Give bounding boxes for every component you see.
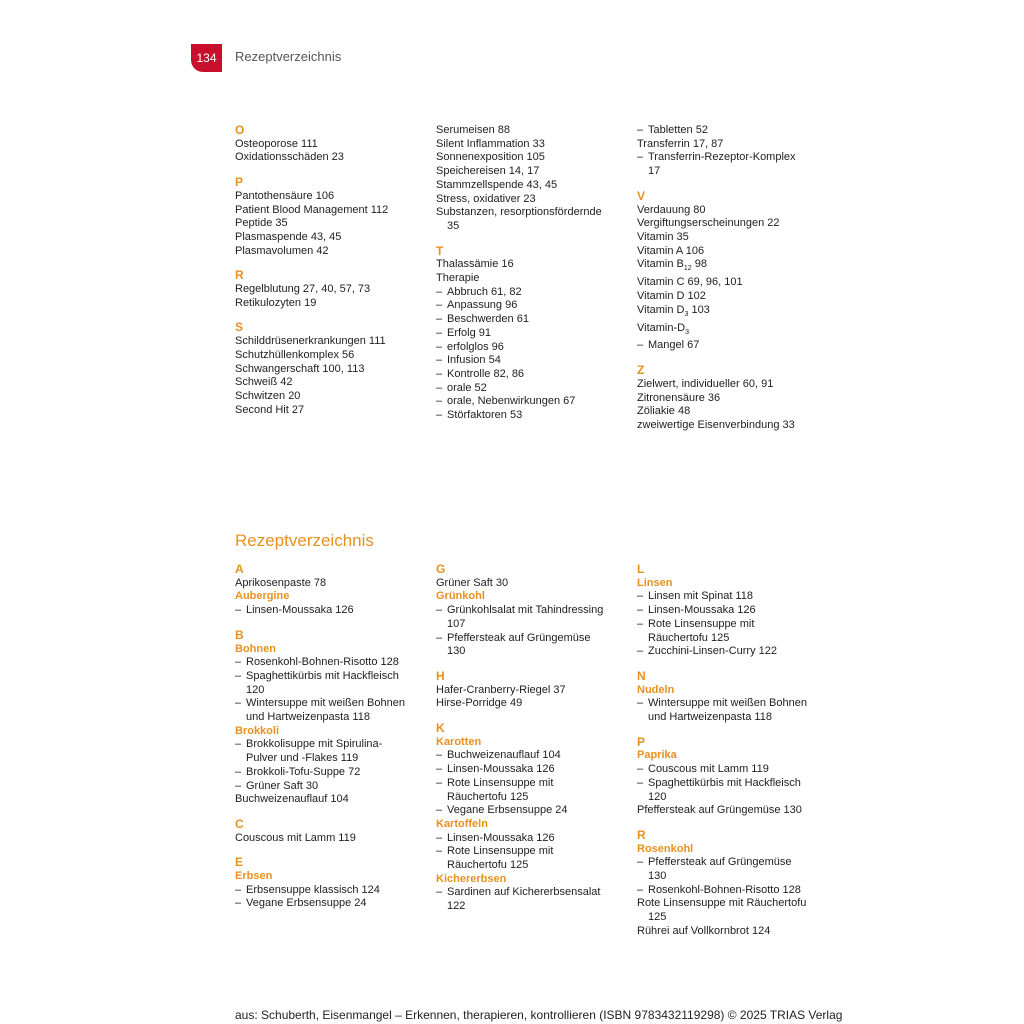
- index-entry: – Erbsensuppe klassisch 124: [235, 884, 436, 898]
- index-letter-group: [637, 670, 838, 725]
- index-entry: Plasmaspende 43, 45: [235, 230, 342, 243]
- index-entry: – Wintersuppe mit weißen Bohnen: [637, 697, 838, 711]
- index-letter-heading: R: [637, 827, 646, 842]
- index-entry: Räuchertofu 125: [447, 790, 529, 803]
- index-letter-heading: S: [235, 320, 244, 335]
- index-entry: 130: [447, 645, 466, 658]
- running-head: Rezeptverzeichnis: [235, 49, 342, 64]
- index-letter-heading: P: [637, 734, 646, 749]
- index-letter-group: [235, 856, 436, 911]
- index-entry: Vitamin D 102: [637, 289, 706, 302]
- index-entry: Zitronensäure 36: [637, 391, 721, 404]
- index-entry: – Transferrin-Rezeptor-Komplex: [637, 151, 838, 165]
- index-entry: – Brokkolisuppe mit Spirulina-: [235, 738, 436, 752]
- recipe-index-col-1: [235, 563, 436, 950]
- index-entry: Schwitzen 20: [235, 389, 301, 402]
- index-entry: Osteoporose 111: [235, 137, 318, 150]
- index-letter-heading: C: [235, 816, 244, 831]
- index-entry: Thalassämie 16: [436, 258, 514, 271]
- subject-index: [235, 124, 838, 444]
- index-letter-group: [235, 321, 436, 417]
- index-entry: – Abbruch 61, 82: [436, 286, 637, 300]
- index-entry: Verdauung 80: [637, 203, 706, 216]
- index-letter-group: [235, 269, 436, 310]
- index-entry: – Rote Linsensuppe mit: [436, 777, 637, 791]
- index-letter-group: [235, 818, 436, 845]
- index-category: Rosenkohl: [637, 842, 694, 855]
- index-entry: – Beschwerden 61: [436, 313, 637, 327]
- index-entry: – Linsen-Moussaka 126: [637, 604, 838, 618]
- index-entry: Räuchertofu 125: [648, 631, 730, 644]
- subject-index-col-2: [436, 124, 637, 444]
- index-entry: 35: [447, 219, 460, 232]
- recipe-index-col-3: [637, 563, 838, 950]
- index-entry: zweiwertige Eisenverbindung 33: [637, 418, 795, 431]
- index-entry: – Spaghettikürbis mit Hackfleisch: [235, 670, 436, 684]
- index-entry: Hafer-Cranberry-Riegel 37: [436, 683, 566, 696]
- index-entry: Vitamin C 69, 96, 101: [637, 276, 743, 289]
- recipe-index: [235, 563, 838, 950]
- index-entry: – Tabletten 52: [637, 124, 838, 138]
- index-entry: Patient Blood Management 112: [235, 203, 389, 216]
- index-entry: 120: [648, 790, 667, 803]
- index-entry: – Rosenkohl-Bohnen-Risotto 128: [235, 656, 436, 670]
- index-letter-group: [637, 736, 838, 818]
- index-entry: – orale, Nebenwirkungen 67: [436, 395, 637, 409]
- index-entry: Sonnenexposition 105: [436, 151, 545, 164]
- index-letter-group: [637, 124, 838, 179]
- index-entry: – Grünkohlsalat mit Tahindressing: [436, 604, 637, 618]
- index-entry: – orale 52: [436, 382, 637, 396]
- index-category: Bohnen: [235, 642, 276, 655]
- index-letter-group: [637, 190, 838, 353]
- index-letter-group: [235, 176, 436, 258]
- index-entry: 120: [246, 683, 265, 696]
- index-category: Linsen: [637, 576, 673, 589]
- index-entry: Schutzhüllenkomplex 56: [235, 348, 355, 361]
- index-entry: – Rote Linsensuppe mit: [637, 618, 838, 632]
- index-entry: Oxidationsschäden 23: [235, 151, 344, 164]
- index-entry: Second Hit 27: [235, 403, 305, 416]
- index-entry: Pantothensäure 106: [235, 189, 335, 202]
- index-letter-heading: Z: [637, 363, 645, 378]
- index-letter-group: [436, 722, 637, 914]
- index-entry: – Brokkoli-Tofu-Suppe 72: [235, 766, 436, 780]
- index-letter-group: [637, 563, 838, 659]
- index-category: Grünkohl: [436, 590, 485, 603]
- index-entry: – Linsen mit Spinat 118: [637, 590, 838, 604]
- index-entry: – Spaghettikürbis mit Hackfleisch: [637, 777, 838, 791]
- index-entry: – Vegane Erbsensuppe 24: [436, 804, 637, 818]
- index-entry: – Wintersuppe mit weißen Bohnen: [235, 697, 436, 711]
- index-letter-group: [436, 670, 637, 711]
- index-entry: Hirse-Porridge 49: [436, 697, 523, 710]
- index-entry: 122: [447, 900, 466, 913]
- index-entry: – Rosenkohl-Bohnen-Risotto 128: [637, 884, 838, 898]
- index-entry: – Anpassung 96: [436, 299, 637, 313]
- index-entry: Vitamin 35: [637, 230, 689, 243]
- subject-index-col-3: [637, 124, 838, 444]
- index-entry: Zöliakie 48: [637, 405, 691, 418]
- index-entry: Substanzen, resorptionsfördernde: [436, 206, 602, 219]
- index-entry: Therapie: [436, 272, 480, 285]
- index-entry: – Zucchini-Linsen-Curry 122: [637, 645, 838, 659]
- recipe-index-col-2: [436, 563, 637, 950]
- index-entry: – Couscous mit Lamm 119: [637, 763, 838, 777]
- index-entry: Buchweizenauflauf 104: [235, 793, 349, 806]
- index-entry: Rote Linsensuppe mit Räuchertofu: [637, 897, 807, 910]
- index-letter-heading: N: [637, 668, 646, 683]
- index-category: Paprika: [637, 749, 677, 762]
- index-entry: – Linsen-Moussaka 126: [235, 604, 436, 618]
- index-category: Aubergine: [235, 590, 290, 603]
- page-number-badge: 134: [191, 44, 222, 72]
- index-entry: Pfeffersteak auf Grüngemüse 130: [637, 804, 802, 817]
- index-entry: Grüner Saft 30: [436, 576, 509, 589]
- index-entry: – Rote Linsensuppe mit: [436, 845, 637, 859]
- index-entry: 130: [648, 870, 667, 883]
- index-letter-group: [235, 124, 436, 165]
- index-letter-group: [235, 563, 436, 618]
- index-letter-group: [436, 563, 637, 659]
- index-entry: – Pfeffersteak auf Grüngemüse: [436, 632, 637, 646]
- index-entry: Speichereisen 14, 17: [436, 165, 540, 178]
- index-entry: Stress, oxidativer 23: [436, 192, 536, 205]
- index-entry: Transferrin 17, 87: [637, 137, 724, 150]
- index-letter-heading: R: [235, 268, 244, 283]
- index-entry: Peptide 35: [235, 217, 288, 230]
- index-letter-heading: A: [235, 562, 244, 576]
- index-entry: Retikulozyten 19: [235, 296, 317, 309]
- subject-index-col-1: [235, 124, 436, 444]
- index-letter-group: [235, 629, 436, 807]
- index-entry: Stammzellspende 43, 45: [436, 178, 558, 191]
- index-entry: Schilddrüsenerkrankungen 111: [235, 335, 386, 348]
- index-letter-heading: G: [436, 562, 446, 576]
- index-entry: – Pfeffersteak auf Grüngemüse: [637, 856, 838, 870]
- index-entry: – Infusion 54: [436, 354, 637, 368]
- index-letter-heading: H: [436, 668, 445, 683]
- index-entry: – Linsen-Moussaka 126: [436, 763, 637, 777]
- index-entry: – Buchweizenauflauf 104: [436, 749, 637, 763]
- index-category: Kichererbsen: [436, 872, 507, 885]
- index-entry: Regelblutung 27, 40, 57, 73: [235, 283, 371, 296]
- index-entry: Vitamin $B_{12}$ 98: [637, 258, 707, 273]
- index-entry: Aprikosenpaste 78: [235, 576, 327, 589]
- index-letter-heading: B: [235, 627, 244, 642]
- index-entry: 107: [447, 617, 466, 630]
- index-letter-group: [637, 364, 838, 433]
- index-entry: Vitamin-$D_3$: [637, 321, 689, 336]
- index-letter-group: [436, 245, 637, 423]
- index-entry: und Hartweizenpasta 118: [246, 711, 370, 724]
- index-entry: – Sardinen auf Kichererbsensalat: [436, 886, 637, 900]
- index-entry: – Vegane Erbsensuppe 24: [235, 897, 436, 911]
- index-entry: Räuchertofu 125: [447, 859, 529, 872]
- index-entry: Serumeisen 88: [436, 124, 510, 136]
- index-entry: – Erfolg 91: [436, 327, 637, 341]
- index-entry: Plasmavolumen 42: [235, 244, 329, 257]
- index-entry: Vitamin $D_3$ 103: [637, 303, 710, 318]
- index-entry: Schweiß 42: [235, 376, 293, 389]
- index-entry: Pulver und -Flakes 119: [246, 752, 359, 765]
- index-letter-group: [436, 124, 637, 234]
- index-letter-heading: E: [235, 855, 244, 870]
- index-entry: Zielwert, individueller 60, 91: [637, 377, 774, 390]
- index-letter-heading: O: [235, 123, 245, 137]
- index-category: Kartoffeln: [436, 817, 488, 830]
- index-entry: Vitamin A 106: [637, 244, 705, 257]
- index-entry: Rührei auf Vollkornbrot 124: [637, 924, 771, 937]
- index-entry: 125: [648, 911, 667, 924]
- index-entry: – Linsen-Moussaka 126: [436, 832, 637, 846]
- source-footer: aus: Schuberth, Eisenmangel – Erkennen, therapieren, kontrollieren (ISBN 9783432119298) © 2025 TRIAS Verlag: [235, 1008, 843, 1022]
- index-letter-heading: V: [637, 188, 646, 203]
- index-entry: – Kontrolle 82, 86: [436, 368, 637, 382]
- index-category: Brokkoli: [235, 724, 280, 737]
- index-category: Nudeln: [637, 683, 675, 696]
- index-letter-group: [637, 829, 838, 939]
- index-letter-heading: K: [436, 721, 445, 736]
- index-entry: 17: [648, 165, 661, 178]
- index-entry: – Grüner Saft 30: [235, 780, 436, 794]
- index-letter-heading: L: [637, 562, 645, 576]
- index-entry: Schwangerschaft 100, 113: [235, 362, 365, 375]
- index-entry: Vergiftungserscheinungen 22: [637, 217, 780, 230]
- recipe-index-title: Rezeptverzeichnis: [235, 531, 374, 550]
- index-entry: Silent Inflammation 33: [436, 137, 545, 150]
- index-entry: – Mangel 67: [637, 339, 838, 353]
- index-entry: Couscous mit Lamm 119: [235, 831, 356, 844]
- index-letter-heading: P: [235, 175, 244, 190]
- index-entry: – Störfaktoren 53: [436, 409, 637, 423]
- index-entry: – erfolglos 96: [436, 341, 637, 355]
- index-entry: und Hartweizenpasta 118: [648, 711, 772, 724]
- index-letter-heading: T: [436, 243, 444, 258]
- index-category: Erbsen: [235, 870, 273, 883]
- index-category: Karotten: [436, 735, 482, 748]
